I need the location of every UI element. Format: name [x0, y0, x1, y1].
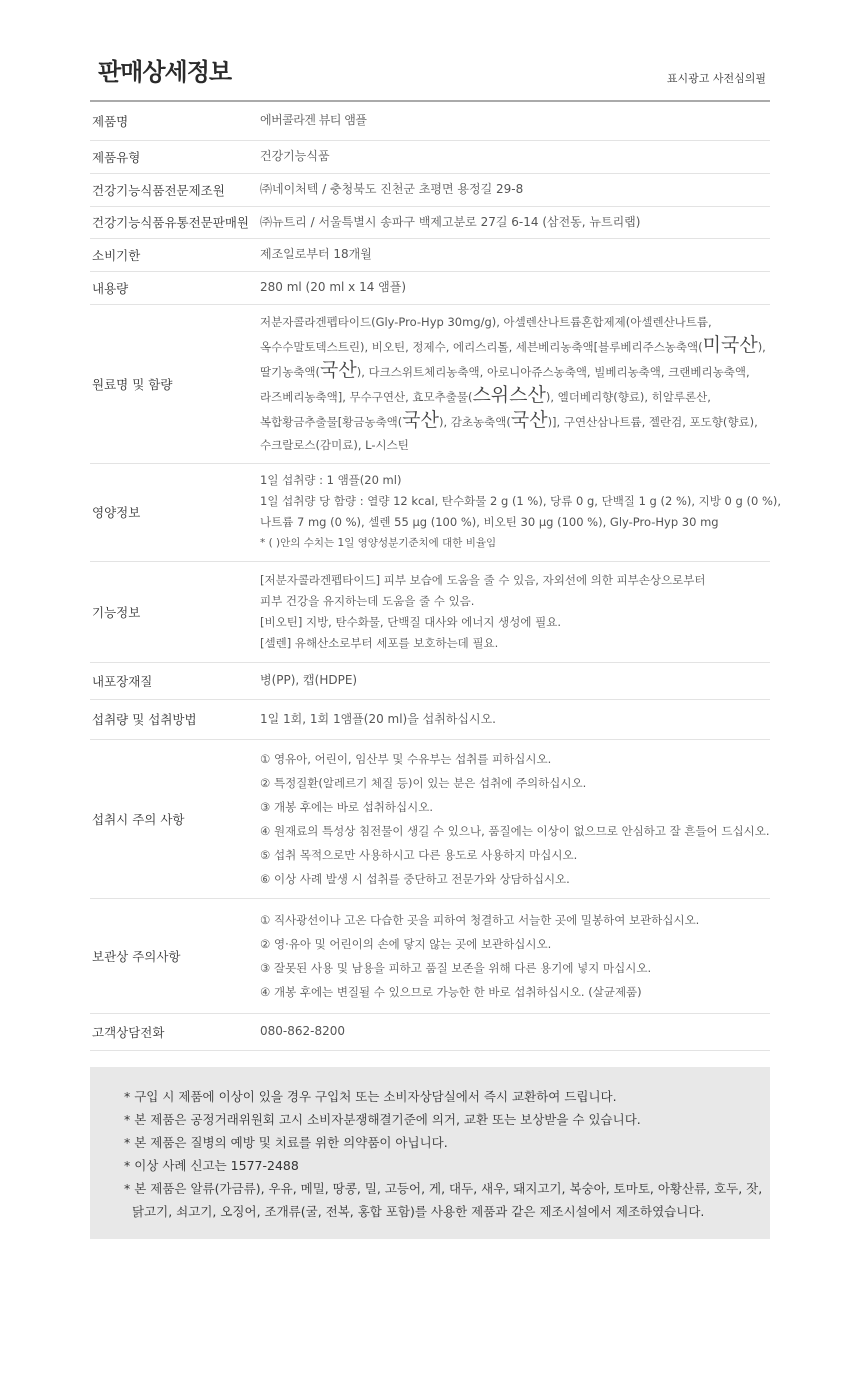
origin-highlight: 미국산 — [702, 333, 758, 356]
row-label: 보관상 주의사항 — [90, 898, 260, 1013]
table-row — [90, 304, 770, 463]
nutrition-line: 나트륨 7 mg (0 %), 셀렌 55 μg (100 %), 비오틴 30 μg (100 %), Gly-Pro-Hyp 30 mg — [260, 515, 719, 529]
row-value: 병(PP), 캡(HDPE) — [260, 662, 770, 699]
row-label: 원료명 및 함량 — [90, 304, 260, 463]
nutrition-line: 1일 섭취량 당 함량 : 열량 12 kcal, 탄수화물 2 g (1 %), 당류 0 g, 단백질 1 g (2 %), 지방 0 g (0 %), — [260, 494, 782, 508]
caution-line: ① 영유아, 어린이, 임산부 및 수유부는 섭취를 피하십시오. — [260, 751, 552, 766]
table-row — [90, 463, 770, 561]
caution-line: ④ 원재료의 특성상 침전물이 생길 수 있으나, 품질에는 이상이 없으므로 안심하고 잘 흔들어 드십시오. — [260, 823, 770, 838]
origin-highlight: 스위스산 — [472, 383, 546, 406]
approval-note: 표시광고 사전심의필 — [666, 72, 766, 85]
row-label: 섭취량 및 섭취방법 — [90, 699, 260, 739]
phone-number: 080-862-8200 — [260, 1013, 770, 1050]
row-value: ㈜네이처텍 / 충청북도 진천군 초평면 용정길 29-8 — [260, 173, 770, 206]
function-line: [비오틴] 지방, 탄수화물, 단백질 대사와 에너지 생성에 필요. — [260, 614, 562, 629]
intake-caution-value — [260, 739, 770, 898]
text-segment: ), — [757, 339, 766, 354]
table-row — [90, 739, 770, 898]
row-label: 건강기능식품전문제조원 — [90, 173, 260, 206]
row-label: 내용량 — [90, 271, 260, 304]
ingredients-line — [260, 384, 770, 409]
row-value: 건강기능식품 — [260, 140, 770, 173]
storage-line: ① 직사광선이나 고온 다습한 곳을 피하여 청결하고 서늘한 곳에 밀봉하여 보관하십시오. — [260, 912, 700, 927]
text-segment: 저분자콜라겐펩타이드(Gly-Pro-Hyp 30mg/g), 아셀렌산나트륨혼합제제(아셀렌산나트륨, — [260, 314, 712, 329]
table-row — [90, 238, 770, 271]
notice-box — [90, 1067, 770, 1239]
row-label: 소비기한 — [90, 238, 260, 271]
text-segment: )], 구연산삼나트륨, 젤란검, 포도향(향료), — [547, 414, 758, 429]
product-info-table — [90, 102, 782, 1051]
text-segment: 옥수수말토덱스트린), 비오틴, 정제수, 에리스리톨, 세븐베리농축액[블루베리주스농축액( — [260, 339, 703, 354]
row-value: 1일 1회, 1회 1앰플(20 ml)을 섭취하십시오. — [260, 699, 770, 739]
ingredients-line — [260, 359, 770, 384]
row-label: 내포장재질 — [90, 662, 260, 699]
function-line: [저분자콜라겐펩타이드] 피부 보습에 도움을 줄 수 있음, 자외선에 의한 피부손상으로부터 — [260, 572, 706, 587]
page-title: 판매상세정보 — [98, 58, 232, 86]
ingredients-value — [260, 304, 770, 463]
caution-line: ⑥ 이상 사례 발생 시 섭취를 중단하고 전문가와 상담하십시오. — [260, 871, 570, 886]
table-row — [90, 140, 770, 173]
storage-line: ④ 개봉 후에는 변질될 수 있으므로 가능한 한 바로 섭취하십시오. (살균제품) — [260, 984, 642, 999]
text-segment: 라즈베리농축액], 무수구연산, 효모추출물( — [260, 389, 473, 404]
caution-line: ③ 개봉 후에는 바로 섭취하십시오. — [260, 799, 434, 814]
row-label: 제품유형 — [90, 140, 260, 173]
text-segment: ), 엘더베리향(향료), 히알루론산, — [545, 389, 711, 404]
row-label: 기능정보 — [90, 561, 260, 662]
table-row — [90, 561, 770, 662]
table-row — [90, 206, 770, 238]
ingredients-line — [260, 334, 770, 359]
notice-line: * 본 제품은 질병의 예방 및 치료를 위한 의약품이 아닙니다. — [124, 1135, 448, 1150]
origin-highlight: 국산 — [320, 358, 357, 381]
text-segment: 수크랄로스(감미료), L-시스틴 — [260, 437, 409, 452]
row-label: 고객상담전화 — [90, 1013, 260, 1050]
notice-line: * 구입 시 제품에 이상이 있을 경우 구입처 또는 소비자상담실에서 즉시 교환하여 드립니다. — [124, 1089, 617, 1104]
caution-line: ⑤ 섭취 목적으로만 사용하시고 다른 용도로 사용하지 마십시오. — [260, 847, 578, 862]
row-label: 제품명 — [90, 102, 260, 140]
nutrition-line: 1일 섭취량 : 1 앰플(20 ml) — [260, 473, 402, 487]
row-label: 섭취시 주의 사항 — [90, 739, 260, 898]
table-row — [90, 102, 770, 140]
row-value: 제조일로부터 18개월 — [260, 238, 770, 271]
text-segment: ), 다크스위트체리농축액, 아로니아쥬스농축액, 빌베리농축액, 크랜베리농축액, — [356, 364, 750, 379]
origin-highlight: 국산 — [510, 408, 548, 431]
product-name: 에버콜라겐 뷰티 앰플 — [260, 102, 770, 140]
table-row — [90, 699, 770, 739]
function-line: 피부 건강을 유지하는데 도움을 줄 수 있음. — [260, 593, 475, 608]
row-value: 280 ml (20 ml x 14 앰플) — [260, 271, 770, 304]
table-row — [90, 1013, 770, 1050]
notice-line: * 이상 사례 신고는 1577-2488 — [124, 1158, 299, 1173]
storage-caution-value — [260, 898, 770, 1013]
table-row — [90, 898, 770, 1013]
ingredients-line — [260, 409, 770, 434]
nutrition-footnote: * ( )안의 수치는 1일 영양성분기준치에 대한 비율임 — [260, 537, 497, 549]
text-segment: 복합황금추출물[황금농축액( — [260, 414, 403, 429]
text-segment: 딸기농축액( — [260, 364, 321, 379]
storage-line: ② 영·유아 및 어린이의 손에 닿지 않는 곳에 보관하십시오. — [260, 936, 552, 951]
caution-line: ② 특정질환(알레르기 체질 등)이 있는 분은 섭취에 주의하십시오. — [260, 775, 587, 790]
nutrition-value — [260, 463, 782, 561]
row-label: 건강기능식품유통전문판매원 — [90, 206, 260, 238]
storage-line: ③ 잘못된 사용 및 남용을 피하고 품질 보존을 위해 다른 용기에 넣지 마십시오. — [260, 960, 652, 975]
product-detail-section — [90, 0, 782, 1051]
ingredients-line — [260, 311, 770, 334]
notice-line: * 본 제품은 알류(가금류), 우유, 메밀, 땅콩, 밀, 고등어, 게, 대두, 새우, 돼지고기, 복숭아, 토마토, 아황산류, 호두, 잣, — [124, 1181, 763, 1196]
notice-line: * 본 제품은 공정거래위원회 고시 소비자분쟁해결기준에 의거, 교환 또는 보상받을 수 있습니다. — [124, 1112, 641, 1127]
row-value: ㈜뉴트리 / 서울특별시 송파구 백제고분로 27길 6-14 (삼전동, 뉴트리랩) — [260, 206, 770, 238]
table-row — [90, 173, 770, 206]
text-segment: ), 감초농축액( — [439, 414, 511, 429]
notice-line: 닭고기, 쇠고기, 오징어, 조개류(굴, 전복, 홍합 포함)를 사용한 제품과 같은 제조시설에서 제조하였습니다. — [132, 1204, 705, 1219]
row-label: 영양정보 — [90, 463, 260, 561]
table-row — [90, 662, 770, 699]
section-header — [90, 0, 770, 102]
table-row — [90, 271, 770, 304]
ingredients-line — [260, 434, 770, 457]
function-line: [셀렌] 유해산소로부터 세포를 보호하는데 필요. — [260, 635, 499, 650]
function-value — [260, 561, 770, 662]
origin-highlight: 국산 — [402, 408, 439, 431]
